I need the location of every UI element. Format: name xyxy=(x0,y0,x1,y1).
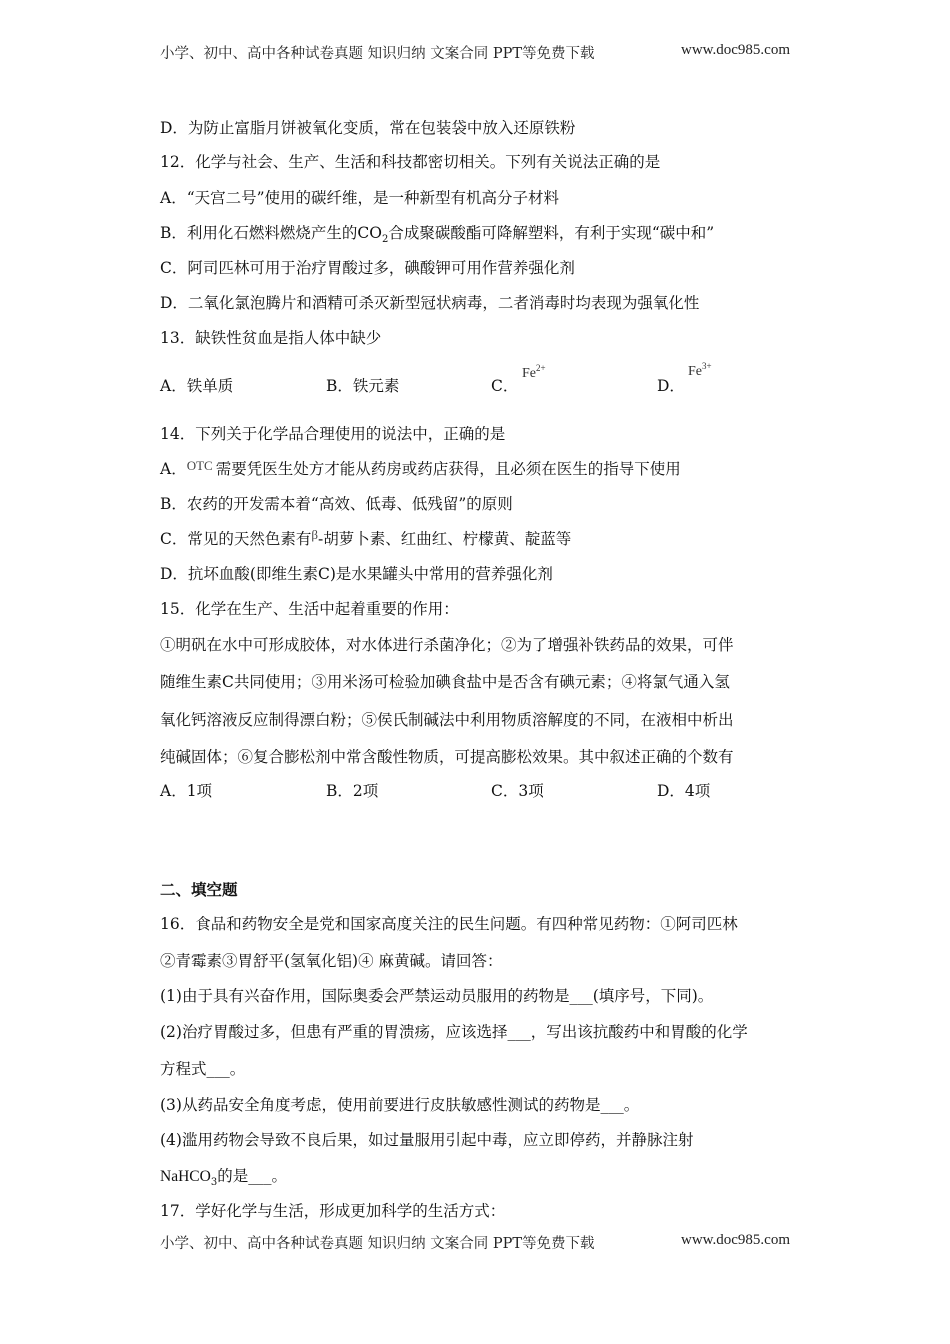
footer-text: 小学、初中、高中各种试卷真题 知识归纳 文案合同 PPT等免费下载 xyxy=(160,1236,595,1252)
q16-part-1: (1)由于具有兴奋作用，国际奥委会严禁运动员服用的药物是___(填序号，下同)。 xyxy=(160,987,714,1005)
q16-part-4b-post: 的是___。 xyxy=(217,1167,287,1185)
q16-part-4a: (4)滥用药物会导致不良后果，如过量服用引起中毒，应立即停药，并静脉注射 xyxy=(160,1131,694,1149)
q13-stem: 13．缺铁性贫血是指人体中缺少 xyxy=(160,329,382,347)
q13-option-b: B．铁元素 xyxy=(326,377,400,395)
q17-stem: 17．学好化学与生活，形成更加科学的生活方式： xyxy=(160,1202,506,1220)
header-site: www.doc985.com xyxy=(680,42,790,58)
q16-part-2a: (2)治疗胃酸过多，但患有严重的胃溃疡，应该选择___，写出该抗酸药中和胃酸的化学 xyxy=(160,1023,748,1041)
q14-option-a-label: A． xyxy=(160,460,187,478)
q13-option-c-charge: 2+ xyxy=(536,363,546,373)
q16-part-4b-pre: NaHCO xyxy=(160,1168,211,1185)
q12-option-d: D．二氧化氯泡腾片和酒精可杀灭新型冠状病毒，二者消毒时均表现为强氧化性 xyxy=(160,294,700,312)
footer-site: www.doc985.com xyxy=(680,1232,790,1248)
q13-option-d-charge: 3+ xyxy=(702,361,712,371)
q13-option-c-label: C． xyxy=(491,377,519,395)
q15-option-b: B．2项 xyxy=(326,782,379,800)
q14-option-a xyxy=(160,459,681,480)
q16-part-3: (3)从药品安全角度考虑，使用前要进行皮肤敏感性测试的药物是___。 xyxy=(160,1096,640,1114)
q16-part-4b xyxy=(160,1166,287,1193)
q13-option-c-formula xyxy=(522,363,546,382)
q14-option-b: B．农药的开发需本着“高效、低毒、低残留”的原则 xyxy=(160,495,513,513)
q15-option-a: A．1项 xyxy=(160,782,213,800)
q13-option-d-formula xyxy=(688,361,712,380)
q15-line-4: 纯碱固体；⑥复合膨松剂中常含酸性物质，可提高膨松效果。其中叙述正确的个数有 xyxy=(160,748,734,766)
q13-option-c-base: Fe xyxy=(522,366,536,381)
q15-line-2: 随维生素C共同使用；③用米汤可检验加碘食盐中是否含有碘元素；④将氯气通入氢 xyxy=(160,673,730,691)
q16-part-2b: 方程式___。 xyxy=(160,1060,246,1078)
q13-option-d-label: D． xyxy=(657,377,685,395)
q14-stem: 14．下列关于化学品合理使用的说法中，正确的是 xyxy=(160,425,506,443)
q12-option-b xyxy=(160,223,714,250)
q15-line-1: ①明矾在水中可形成胶体，对水体进行杀菌净化；②为了增强补铁药品的效果，可伴 xyxy=(160,636,734,654)
header-text: 小学、初中、高中各种试卷真题 知识归纳 文案合同 PPT等免费下载 xyxy=(160,46,595,62)
q14-option-d: D．抗坏血酸(即维生素C)是水果罐头中常用的营养强化剂 xyxy=(160,565,553,583)
q14-option-c-post: -胡萝卜素、红曲红、柠檬黄、靛蓝等 xyxy=(318,530,572,548)
q12-option-b-post: 合成聚碳酸酯可降解塑料，有利于实现“碳中和” xyxy=(388,224,715,242)
q13-option-d-base: Fe xyxy=(688,364,702,379)
q11-option-d: D．为防止富脂月饼被氧化变质，常在包装袋中放入还原铁粉 xyxy=(160,119,576,137)
q12-option-c: C．阿司匹林可用于治疗胃酸过多，碘酸钾可用作营养强化剂 xyxy=(160,259,575,277)
page-header xyxy=(160,42,790,63)
q13-option-a: A．铁单质 xyxy=(160,377,234,395)
page-footer xyxy=(160,1232,790,1253)
q16-stem-2: ②青霉素③胃舒平(氢氧化铝)④ 麻黄碱。请回答： xyxy=(160,952,503,970)
q14-option-c-pre: C．常见的天然色素有 xyxy=(160,530,312,548)
q15-line-3: 氧化钙溶液反应制得漂白粉；⑤侯氏制碱法中利用物质溶解度的不同，在液相中析出 xyxy=(160,711,734,729)
q12-option-a: A．“天宫二号”使用的碳纤维，是一种新型有机高分子材料 xyxy=(160,189,560,207)
q12-option-b-pre: B．利用化石燃料燃烧产生的CO xyxy=(160,224,382,242)
q12-stem: 12．化学与社会、生产、生活和科技都密切相关。下列有关说法正确的是 xyxy=(160,153,661,171)
section-title: 二、填空题 xyxy=(160,880,238,899)
q16-stem-1: 16．食品和药物安全是党和国家高度关注的民生问题。有四种常见药物：①阿司匹林 xyxy=(160,915,738,933)
q12-option-b-sub: 2 xyxy=(381,234,389,246)
q15-stem: 15．化学在生产、生活中起着重要的作用： xyxy=(160,600,459,618)
q16-part-4b-sub: 3 xyxy=(210,1177,218,1189)
q14-otc: OTC xyxy=(186,458,213,473)
q14-option-a-text: 需要凭医生处方才能从药房或药店获得，且必须在医生的指导下使用 xyxy=(215,460,681,478)
q14-option-c xyxy=(160,529,571,550)
q14-beta: β xyxy=(311,527,318,542)
q15-option-c: C．3项 xyxy=(491,782,544,800)
q15-option-d: D．4项 xyxy=(657,782,711,800)
